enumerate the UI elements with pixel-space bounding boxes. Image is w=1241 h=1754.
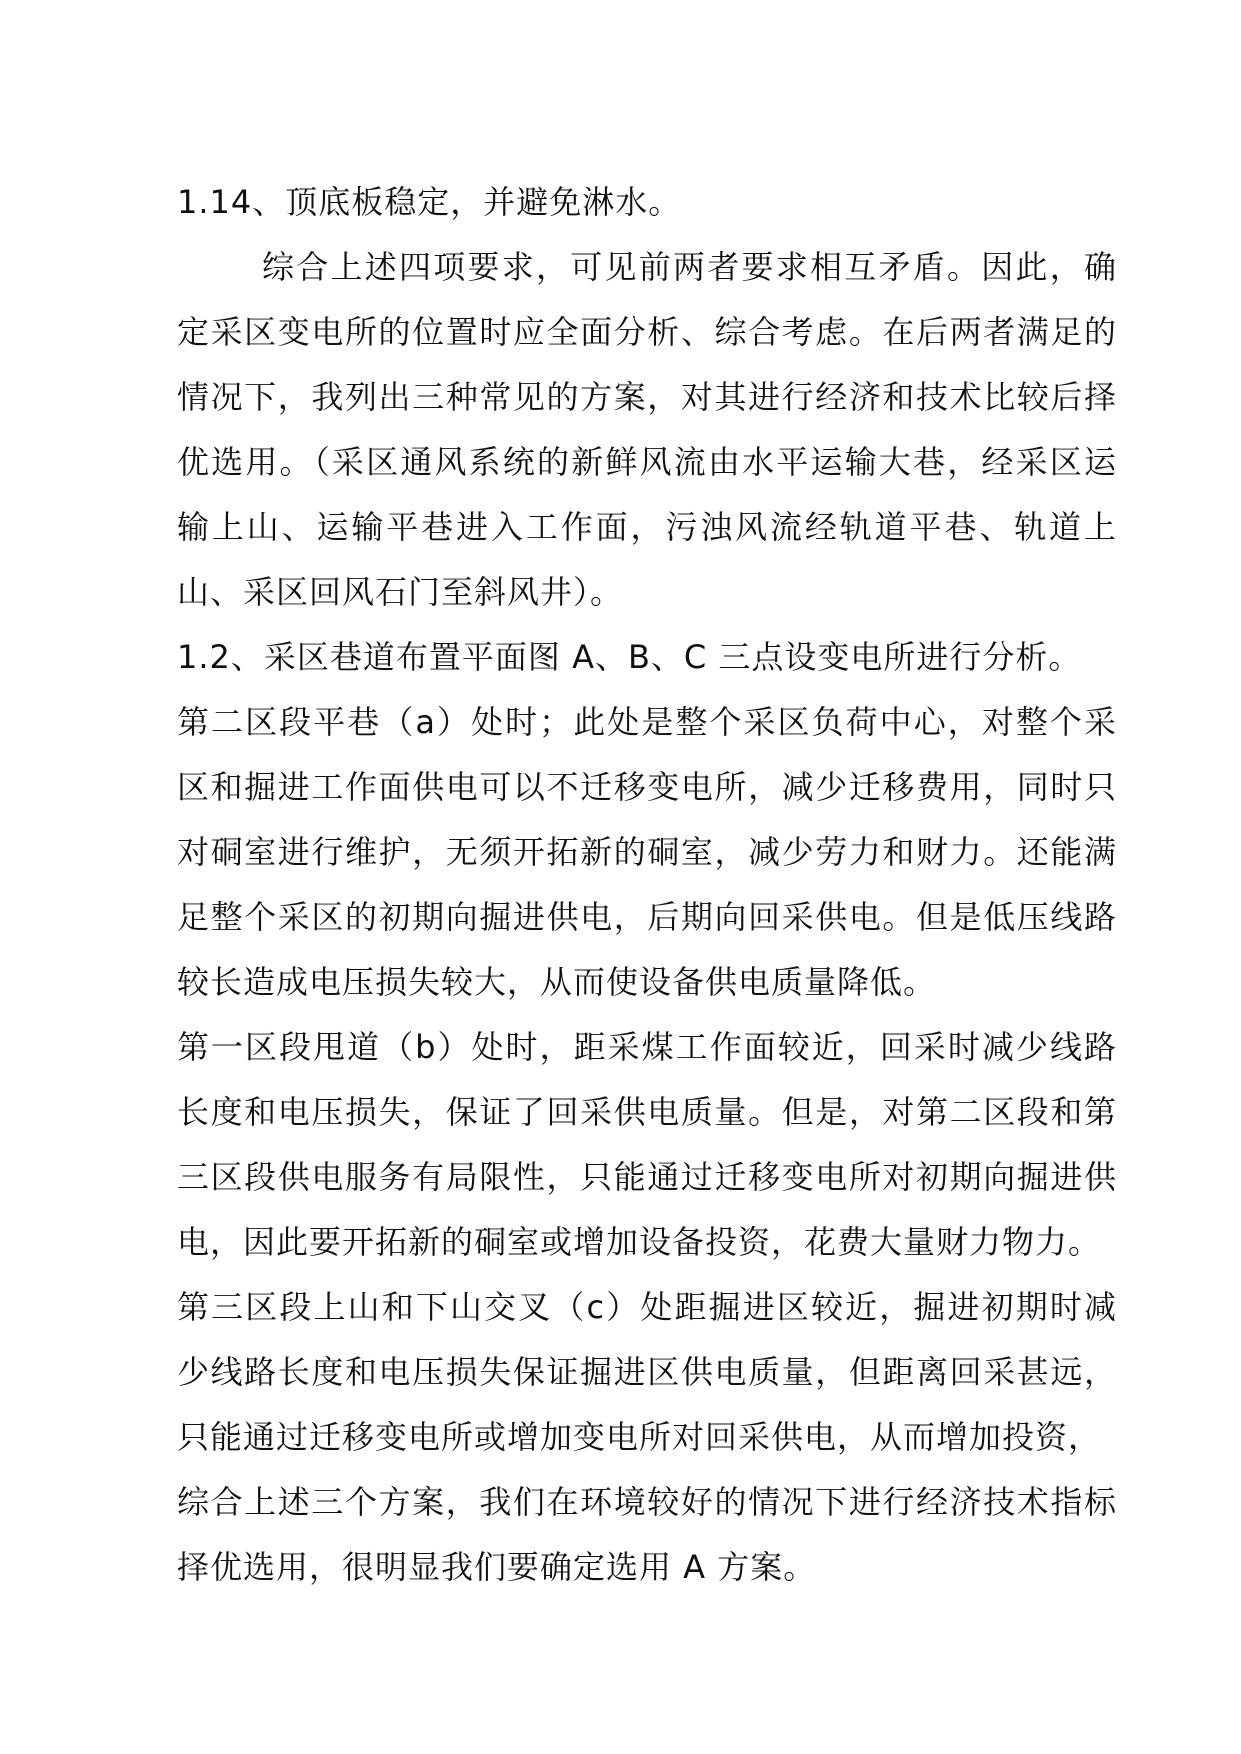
paragraph-conclusion: 综合上述三个方案，我们在环境较好的情况下进行经济技术指标择优选用，很明显我们要确定选用 A 方案。 [177,1483,1117,1586]
paragraph-1-2-layout-analysis: 1.2、采区巷道布置平面图 A、B、C 三点设变电所进行分析。 [177,638,1082,676]
document-body [177,170,1117,1600]
paragraph-option-b: 第一区段甩道（b）处时，距采煤工作面较近，回采时减少线路长度和电压损失，保证了回采供电质量。但是，对第二区段和第三区段供电服务有局限性，只能通过迁移变电所对初期向掘进供电，因此要开拓新的硐室或增加设备投资，花费大量财力物力。 [177,1028,1117,1261]
paragraph-1-14-roof-floor: 1.14、顶底板稳定，并避免淋水。 [177,183,682,221]
paragraph-option-a: 第二区段平巷（a）处时；此处是整个采区负荷中心，对整个采区和掘进工作面供电可以不迁移变电所，减少迁移费用，同时只对硐室进行维护，无须开拓新的硐室，减少劳力和财力。还能满足整个采区的初期向掘进供电，后期向回采供电。但是低压线路较长造成电压损失较大，从而使设备供电质量降低。 [177,703,1117,1001]
paragraph-summary-requirements: 综合上述四项要求，可见前两者要求相互矛盾。因此，确定采区变电所的位置时应全面分析、综合考虑。在后两者满足的情况下，我列出三种常见的方案，对其进行经济和技术比较后择优选用。（采区通风系统的新鲜风流由水平运输大巷，经采区运输上山、运输平巷进入工作面，污浊风流经轨道平巷、轨道上山、采区回风石门至斜风井）。 [177,248,1117,611]
paragraph-option-c: 第三区段上山和下山交叉（c）处距掘进区较近，掘进初期时减少线路长度和电压损失保证掘进区供电质量，但距离回采甚远，只能通过迁移变电所或增加变电所对回采供电，从而增加投资， [177,1288,1117,1456]
